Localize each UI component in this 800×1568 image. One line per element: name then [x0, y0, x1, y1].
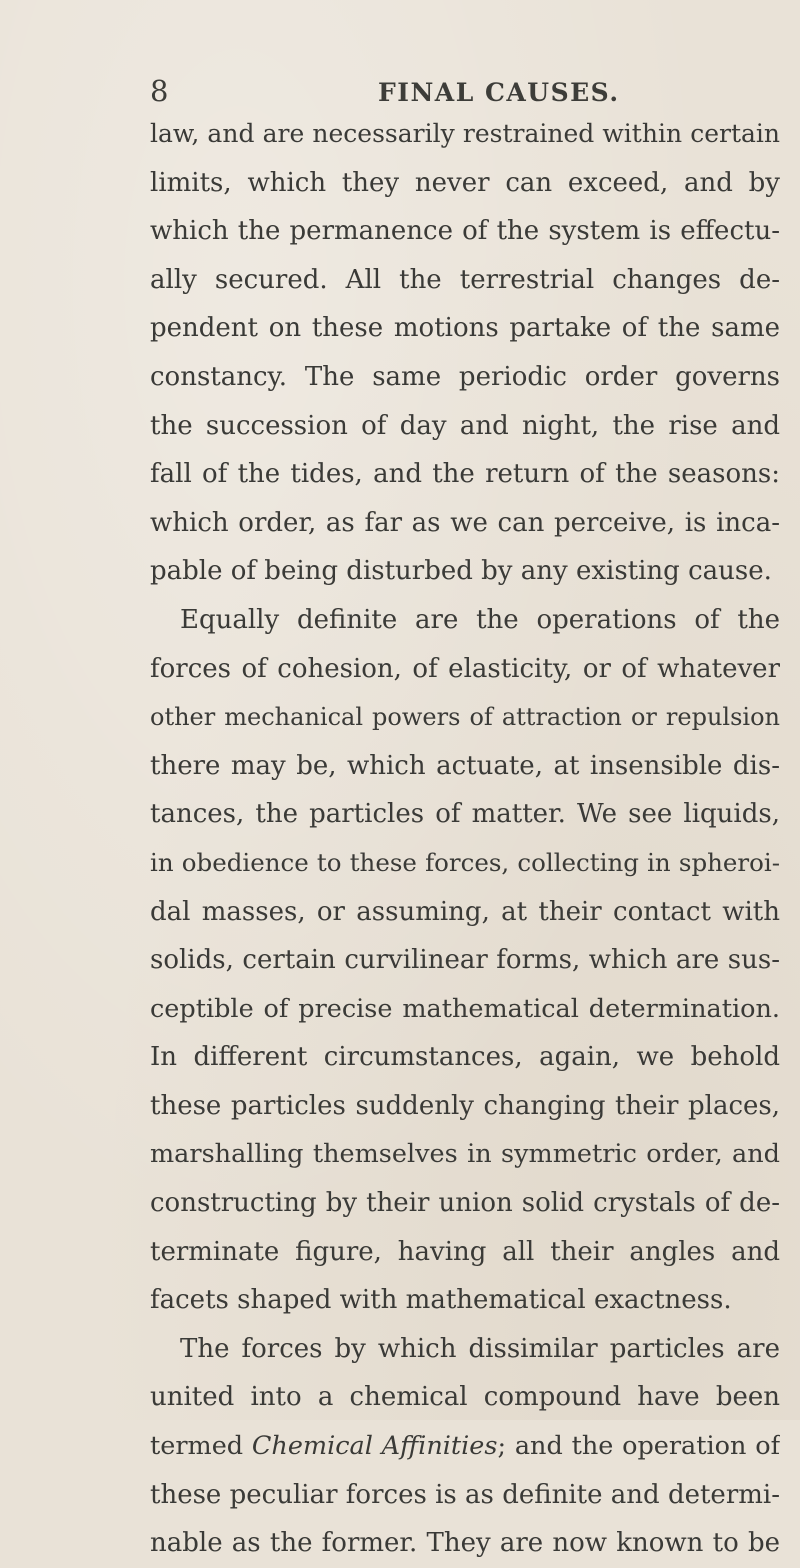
text-line: tances, the particles of matter. We see liquids,	[150, 799, 780, 830]
text-line: which the permanence of the system is effectu-	[150, 216, 780, 247]
body-text	[150, 110, 780, 1568]
text-line: fall of the tides, and the return of the seasons:	[150, 459, 780, 490]
text-line: law, and are necessarily restrained within certain	[150, 119, 780, 148]
text-line: In different circumstances, again, we behold	[150, 1042, 780, 1073]
text-line: ally secured. All the terrestrial changes de-	[150, 264, 780, 295]
text-line-with-italic	[150, 1422, 780, 1471]
text-line: which order, as far as we can perceive, is inca-	[150, 507, 780, 538]
text-line: there may be, which actuate, at insensible dis-	[150, 750, 780, 781]
text-line: constancy. The same periodic order governs	[150, 361, 780, 392]
text-line: nable as the former. They are now known to be	[150, 1528, 780, 1559]
text-line: facets shaped with mathematical exactness.	[150, 1285, 732, 1316]
text-line: limits, which they never can exceed, and by	[150, 167, 780, 198]
text-line: united into a chemical compound have been	[150, 1382, 780, 1413]
text-line: pable of being disturbed by any existing cause.	[150, 556, 772, 587]
text-line: these particles suddenly changing their places,	[150, 1090, 780, 1121]
text-line: constructing by their union solid crystals of de-	[150, 1188, 780, 1219]
text-line: terminate figure, having all their angles and	[150, 1236, 780, 1267]
running-title: FINAL CAUSES.	[378, 78, 620, 107]
text-line: forces of cohesion, of elasticity, or of whatever	[150, 653, 780, 684]
text-line: marshalling themselves in symmetric order, and	[150, 1139, 780, 1170]
text-line: Equally definite are the operations of the	[180, 604, 780, 635]
text-segment: termed	[150, 1431, 252, 1462]
text-line: The forces by which dissimilar particles are	[180, 1333, 780, 1364]
text-line: other mechanical powers of attraction or repulsion	[150, 703, 780, 732]
text-line: dal masses, or assuming, at their contact with	[150, 896, 780, 927]
page-number: 8	[150, 74, 169, 108]
italic-term: Chemical Affinities	[251, 1431, 498, 1462]
text-line: pendent on these motions partake of the same	[150, 313, 780, 344]
text-line: the succession of day and night, the rise and	[150, 410, 780, 441]
text-segment: ; and the operation of	[497, 1431, 780, 1462]
text-line: solids, certain curvilinear forms, which are sus-	[150, 945, 780, 976]
text-line: in obedience to these forces, collecting in spheroi-	[150, 847, 780, 877]
text-line: these peculiar forces is as definite and determi-	[150, 1479, 780, 1510]
text-line: ceptible of precise mathematical determination.	[150, 993, 780, 1024]
